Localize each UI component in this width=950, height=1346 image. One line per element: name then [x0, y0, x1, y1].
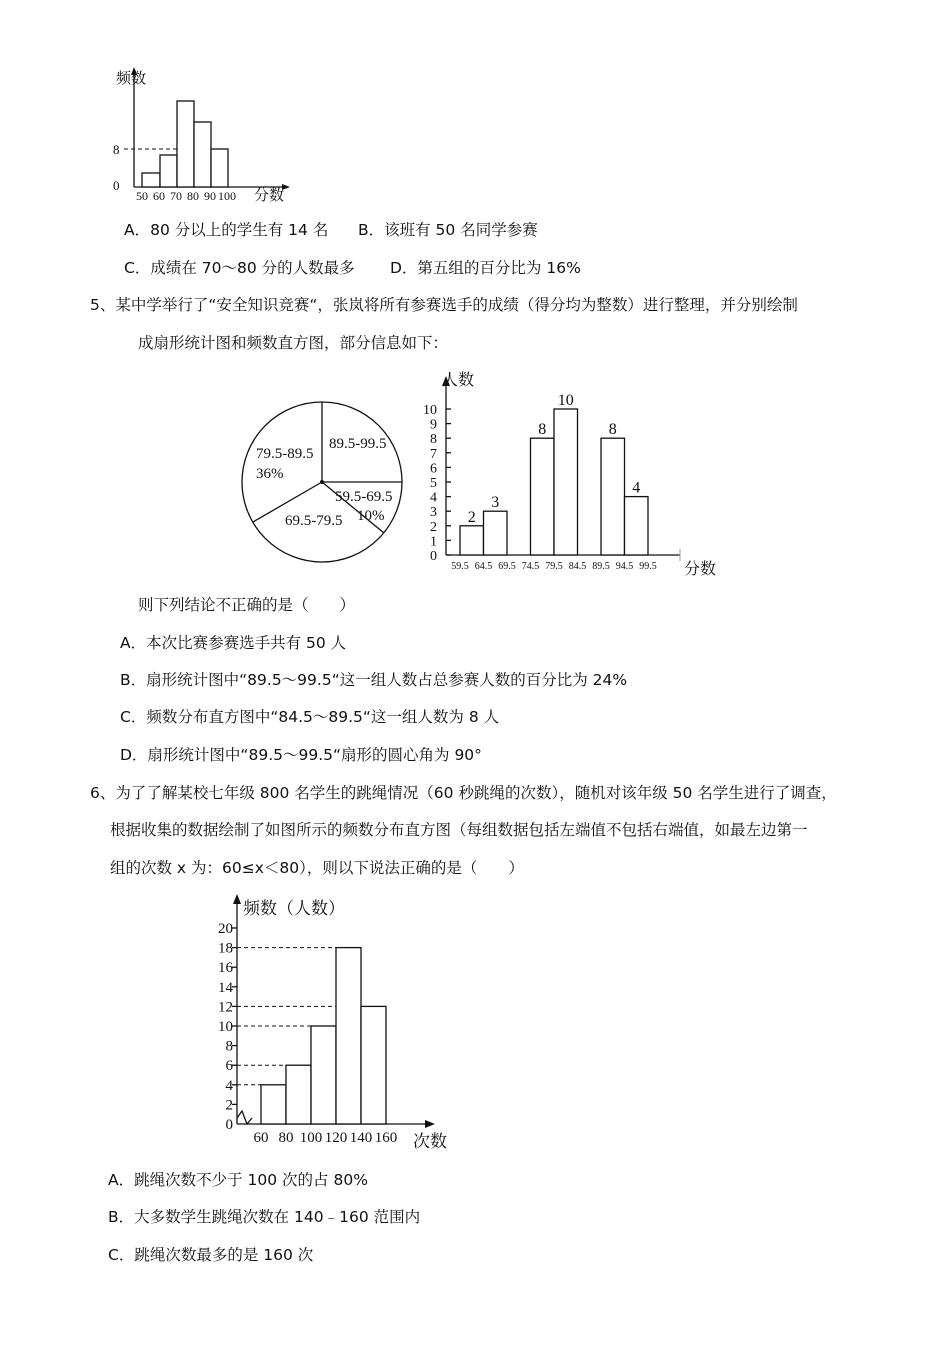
bar-80-90	[194, 122, 211, 187]
x-tick-94.5: 94.5	[615, 561, 634, 572]
y-axis-label: 频数（人数）	[243, 899, 345, 918]
x-tick-160: 160	[374, 1130, 398, 1146]
y-tick-0: 0	[113, 178, 120, 193]
x-tick-99.5: 99.5	[639, 561, 657, 572]
x-tick-50: 50	[136, 189, 148, 203]
x-tick-90: 90	[204, 189, 216, 203]
bar-94.5	[625, 497, 649, 555]
bar-value-label: 8	[538, 421, 547, 439]
score-histogram-q5	[410, 368, 730, 578]
bar-60-70	[160, 155, 177, 187]
bar-64.5	[484, 511, 508, 555]
q5-option-b: B．扇形统计图中“89.5～99.5“这一组人数占总参赛人数的百分比为 24%	[120, 671, 628, 689]
bar-value-label: 8	[608, 421, 617, 439]
y-tick-10: 10	[423, 403, 437, 418]
y-tick-8: 8	[430, 432, 437, 448]
x-tick-80: 80	[187, 189, 199, 203]
y-tick-9: 9	[430, 417, 437, 433]
x-tick-100: 100	[218, 189, 236, 203]
x-tick-120: 120	[324, 1130, 348, 1146]
y-tick-4: 4	[430, 490, 437, 506]
x-axis-label: 分数	[254, 188, 285, 204]
bar-value-label: 2	[467, 508, 476, 526]
x-tick-69.5: 69.5	[498, 561, 516, 572]
pie-percent-79-89: 36%	[256, 466, 284, 482]
score-histogram-q4	[100, 65, 400, 205]
pie-label-89-99: 89.5-99.5	[329, 436, 387, 452]
x-tick-59.5: 59.5	[451, 561, 469, 572]
x-tick-80: 80	[278, 1130, 294, 1146]
x-tick-60: 60	[253, 1130, 269, 1146]
pie-percent-59-69: 10%	[357, 508, 385, 524]
bar-value-label: 4	[632, 479, 641, 497]
y-axis-label: 人数	[442, 372, 475, 389]
y-tick-16: 16	[218, 960, 233, 977]
pie-label-79-89: 79.5-89.5	[256, 446, 314, 462]
pie-label-59-69: 59.5-69.5	[335, 489, 393, 505]
bar-70-80	[177, 101, 194, 187]
q6-option-a: A．跳绳次数不少于 100 次的占 80%	[108, 1171, 368, 1189]
y-tick-0: 0	[225, 1117, 233, 1133]
y-tick-18: 18	[218, 940, 233, 957]
y-axis-label: 频数	[116, 71, 147, 87]
y-tick-5: 5	[430, 476, 437, 491]
x-axis-label: 分数	[684, 561, 717, 578]
bar-79.5	[554, 409, 578, 555]
q5-stem-line1: 5、某中学举行了“安全知识竞赛“，张岚将所有参赛选手的成绩（得分均为整数）进行整理，并分别绘制	[90, 296, 798, 314]
y-tick-8: 8	[225, 1038, 233, 1055]
q6-option-b: B．大多数学生跳绳次数在 140﹣160 范围内	[108, 1208, 421, 1226]
y-tick-8: 8	[113, 142, 120, 157]
q5-stem-line2: 成扇形统计图和频数直方图，部分信息如下：	[138, 334, 449, 352]
x-tick-60: 60	[153, 189, 165, 203]
x-tick-140: 140	[349, 1130, 373, 1146]
bar-60-80	[261, 1085, 286, 1124]
x-tick-89.5: 89.5	[592, 561, 610, 572]
q6-option-c: C．跳绳次数最多的是 160 次	[108, 1246, 314, 1264]
x-tick-100: 100	[299, 1130, 323, 1146]
q4-option-c: C．成绩在 70～80 分的人数最多	[124, 259, 355, 277]
x-axis-label: 次数	[413, 1132, 447, 1151]
pie-label-69-79: 69.5-79.5	[285, 513, 343, 529]
y-tick-0: 0	[430, 549, 437, 564]
y-tick-10: 10	[218, 1019, 233, 1035]
q5-option-d: D．扇形统计图中“89.5～99.5“扇形的圆心角为 90°	[120, 746, 482, 764]
y-tick-20: 20	[218, 921, 233, 937]
bar-90-100	[211, 149, 228, 187]
y-tick-1: 1	[430, 534, 437, 550]
bar-value-label: 3	[491, 494, 500, 512]
q5-prompt: 则下列结论不正确的是（ ）	[138, 596, 356, 614]
q5-option-c: C．频数分布直方图中“84.5～89.5“这一组人数为 8 人	[120, 708, 500, 726]
y-tick-14: 14	[218, 979, 233, 996]
y-tick-4: 4	[225, 1077, 233, 1094]
bar-120-140	[336, 948, 361, 1124]
x-tick-79.5: 79.5	[545, 561, 563, 572]
bar-value-label: 10	[557, 392, 574, 409]
x-tick-84.5: 84.5	[568, 561, 587, 572]
x-tick-70: 70	[170, 189, 182, 203]
bar-74.5	[531, 438, 555, 555]
q6-stem-line3: 组的次数 x 为：60≤x＜80），则以下说法正确的是（ ）	[110, 859, 524, 877]
y-tick-2: 2	[225, 1097, 233, 1114]
bar-100-120	[311, 1026, 336, 1124]
x-tick-74.5: 74.5	[521, 561, 540, 572]
y-tick-3: 3	[430, 505, 437, 521]
q5-option-a: A．本次比赛参赛选手共有 50 人	[120, 634, 347, 652]
q4-option-a: A．80 分以上的学生有 14 名	[124, 221, 329, 239]
q4-option-d: D．第五组的百分比为 16%	[390, 259, 581, 277]
bar-89.5	[601, 438, 625, 555]
q6-stem-line2: 根据收集的数据绘制了如图所示的频数分布直方图（每组数据包括左端值不包括右端值，如最左边第一	[110, 821, 808, 839]
rope-skipping-histogram-q6	[205, 892, 465, 1152]
q4-option-b: B．该班有 50 名同学参赛	[358, 221, 538, 239]
score-pie-chart-q5	[240, 398, 410, 568]
y-tick-7: 7	[430, 446, 437, 462]
q6-stem-line1: 6、为了了解某校七年级 800 名学生的跳绳情况（60 秒跳绳的次数），随机对该年级 50 名学生进行了调查，	[90, 784, 837, 802]
bar-59.5	[460, 526, 484, 555]
y-tick-6: 6	[430, 461, 437, 477]
y-tick-6: 6	[225, 1058, 233, 1075]
bar-50-60	[142, 173, 160, 187]
bar-140-160	[361, 1006, 386, 1124]
axis-break	[237, 1111, 252, 1124]
y-tick-12: 12	[218, 999, 233, 1016]
y-tick-2: 2	[430, 519, 437, 535]
bar-80-100	[286, 1065, 311, 1124]
x-tick-64.5: 64.5	[474, 561, 493, 572]
